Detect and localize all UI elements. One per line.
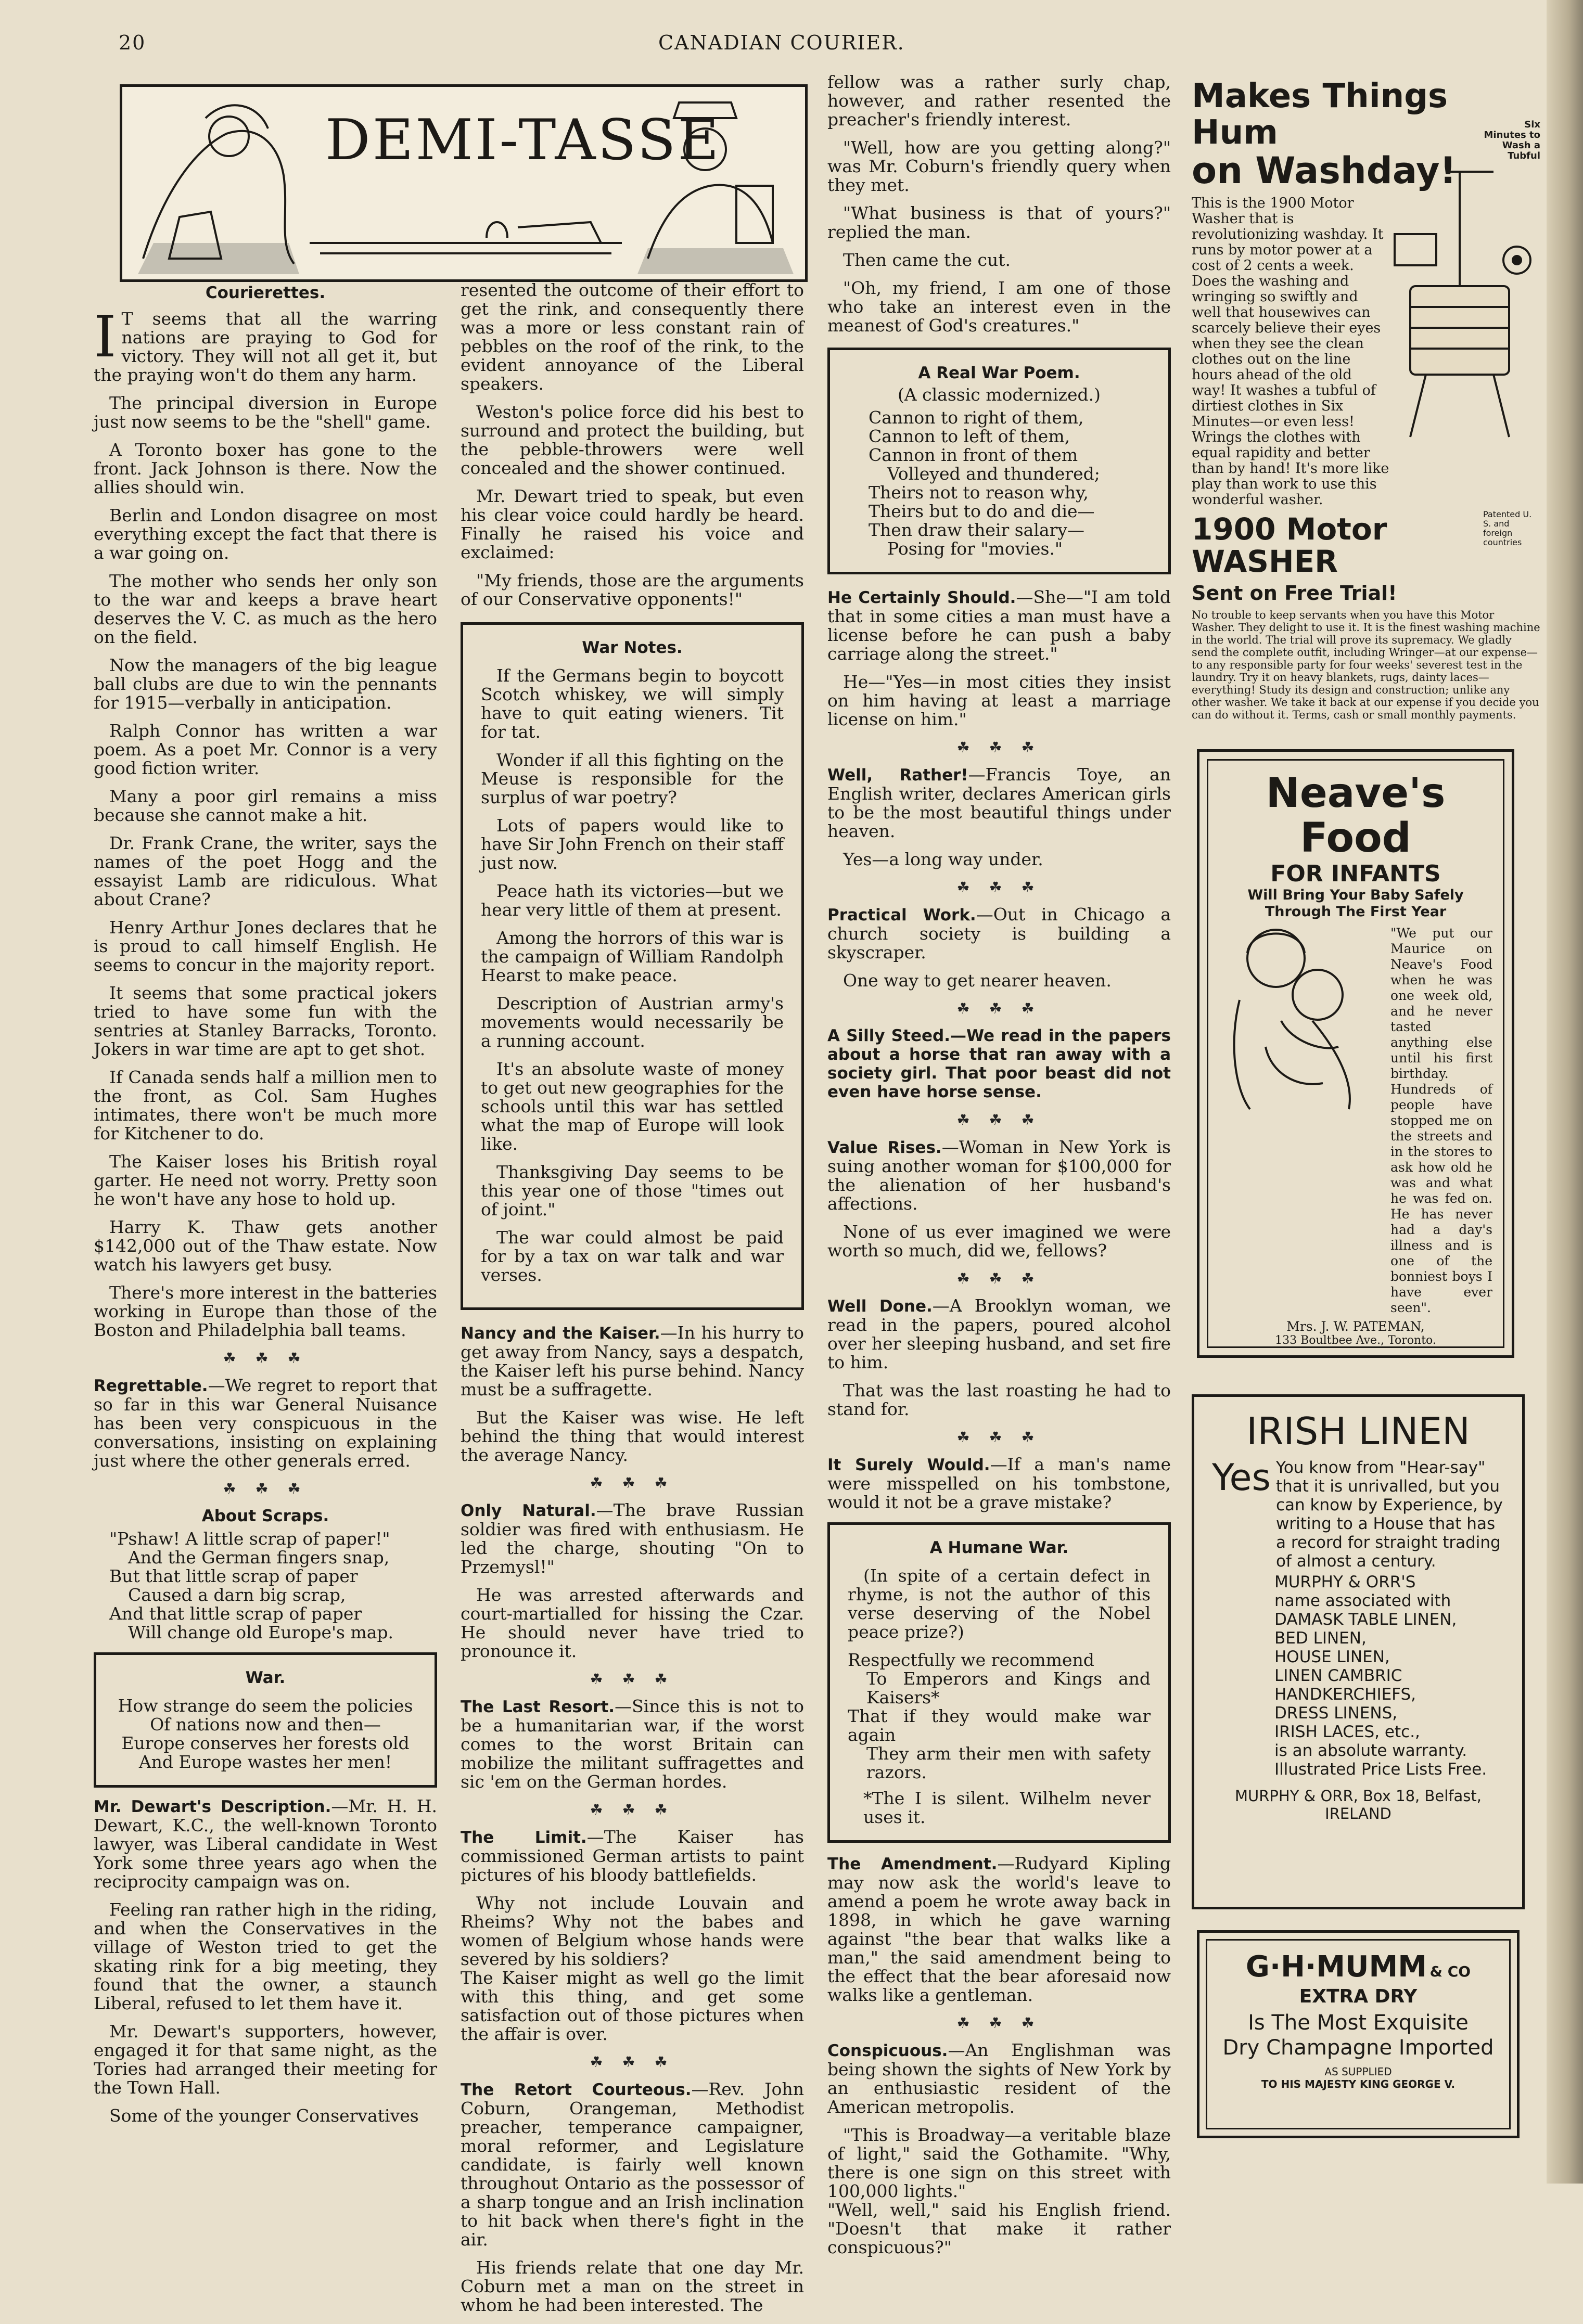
linen-warranty: is an absolute warranty. Illustrated Price Lists Free. [1274,1741,1487,1779]
paragraph: The principal diversion in Europe just now seems to be the "shell" game. [94,393,437,432]
humane-intro: (In spite of a certain defect in rhyme, is not the author of this verse deserving of the Nobel peace prize?) [848,1565,1151,1642]
poem-line: Cannon to right of them, [869,407,1084,428]
mumm-claim-2: Dry Champagne Imported [1222,2036,1494,2060]
washer-body: This is the 1900 Motor Washer that is revolutionizing washday. It runs by motor power at a cost of 2 cents a week. Does the washing and wringing so swiftly and well that housewives can scarcely believe their eyes when they see the clean clothes out on the line hours ahead of the old way! It washes a tubful of dirtiest clothes in Six Minutes—or even less! Wrings the clothes with equal rapidity and better than by hand! It's more like play than work to use this wonderful washer. [1192,195,1389,508]
courierettes-heading: Courierettes. [205,284,326,302]
item-text: —Rev. John Coburn, Orangeman, Methodist preacher, temperance campaigner, moral reformer, and Legislature candidate, is fairly well known throughout Ontario as the possessor of a sharp tongue and an Irish inclination to hit back when there's fight in the air. [461,2079,804,2250]
item-text: —She—"I am told that in some cities a man must have a license before he can push a baby carriage along the street." [827,587,1171,664]
item-heading: Mr. Dewart's Description. [94,1797,331,1816]
demi-tasse-banner [120,84,808,282]
item-heading: The Amendment. [827,1855,998,1873]
paragraph: Yes—a long way under. [843,849,1043,869]
paragraph: Harry K. Thaw gets another $142,000 out of the Thaw estate. Now watch his lawyers get busy. [94,1217,437,1275]
paragraph: He—"Yes—in most cities they insist on him having at least a marriage license on him." [827,672,1171,729]
item-heading: Conspicuous. [827,2041,948,2060]
war-notes-title: War Notes. [582,638,683,657]
verse-line: How strange do seem the policies [118,1696,413,1716]
paragraph: The mother who sends her only son to the war and keeps a brave heart deserves the V. C. as much as the hero on the field. [94,571,437,647]
mumm-supplied: AS SUPPLIED [1324,2065,1392,2078]
item-text: —Mr. H. H. Dewart, K.C., the well-known Toronto lawyer, was Liberal candidate in West York some three years ago when the reciprocity campaign was on. [94,1796,437,1892]
war-notes-box [461,622,804,1310]
linen-country: IRELAND [1325,1805,1391,1822]
paragraph: Ralph Connor has written a war poem. As a poet Mr. Connor is a very good fiction writer. [94,721,437,778]
paragraph: But the Kaiser was wise. He left behind the thing that would interest the average Nancy. [461,1407,804,1465]
item-heading: The Last Resort. [461,1698,615,1716]
paragraph: Feeling ran rather high in the riding, and when the Conservatives in the village of Weston tried to get the skating rink for a big meeting, they found that the owner, a staunch Liberal, refused to let them have it. [94,1899,437,2013]
paragraph: That was the last roasting he had to stand for. [827,1380,1171,1419]
paragraph: A Toronto boxer has gone to the front. Jack Johnson is there. Now the allies should win. [94,440,437,497]
linen-item: HOUSE LINEN, [1274,1648,1390,1666]
neave-tagline: Will Bring Your Baby Safely Through The First Year [1247,887,1464,920]
column-1 [94,284,437,2135]
war-box-title: War. [245,1668,286,1687]
item-text: —We regret to report that so far in this war General Nuisance has been very conspicuous in the conversations, insisting on explaining just where the other generals erred. [94,1375,437,1471]
item-text: —Woman in New York is suing another woman for $100,000 for the alienation of her husband's affections. [827,1137,1171,1214]
item-heading: He Certainly Should. [827,588,1016,607]
neave-quote: "We put our Maurice on Neave's Food when he was one week old, and he never tasted anything else until his first birthday. Hundreds of people have stopped me on the streets and in the stores to ask how old he was and what he was fed on. He has never had a day's illness and is one of the bonniest boys I have ever seen". [1390,926,1492,1315]
neave-brand: Neave's Food [1266,770,1446,862]
shamrock-separator: ☘ ☘ ☘ [956,1429,1042,1446]
war-note: The war could almost be paid for by a tax on war talk and war verses. [481,1227,784,1285]
paragraph: Now the managers of the big league ball clubs are due to win the pennants for 1915—verbally in anticipation. [94,655,437,713]
neave-sold [1219,1347,1492,1348]
item-text: —A Brooklyn woman, we read in the papers, poured alcohol over her sleeping husband, and set fire to him. [827,1295,1171,1372]
verse-line: That if they would make war again [848,1706,1151,1745]
paragraph: Many a poor girl remains a miss because she cannot make a hit. [94,786,437,825]
item-text: —The Kaiser has commissioned German artists to paint pictures of his bloody battlefields. [461,1827,804,1885]
linen-murphy: MURPHY & ORR'S [1274,1573,1416,1591]
shamrock-separator: ☘ ☘ ☘ [956,739,1042,756]
paragraph: "This is Broadway—a veritable blaze of light," said the Gothamite. "Why, there is one sign on this street with 100,000 lights." "Well, well," said his English friend. "Doesn't that make it rather conspicuous?" [827,2125,1171,2257]
verse-line: Of nations now and then— [150,1714,381,1735]
paragraph: If Canada sends half a million men to the front, as Col. Sam Hughes intimates, there won't be much more for Kitchener to do. [94,1067,437,1144]
item-heading: It Surely Would. [827,1456,990,1474]
item-text: —If a man's name were misspelled on his tombstone, would it not be a grave mistake? [827,1454,1171,1512]
war-note: It's an absolute waste of money to get out new geographies for the schools until this war has settled what the map of Europe will look like. [481,1059,784,1154]
item-text: —Rudyard Kipling may now ask the world's leave to amend a poem he wrote away back in 1898, in which he gave warning against "the bear that walks like a man," the said amendment being to the effect that the bear aforesaid now walks like a gentleman. [827,1853,1171,2005]
poem-line: Theirs but to do and die— [869,501,1095,521]
mother-and-baby-illustration [1219,917,1390,1114]
item-heading: A Silly Steed. [827,1026,950,1045]
item-heading: Only Natural. [461,1501,596,1520]
paragraph: Dr. Frank Crane, the writer, says the names of the poet Hogg and the essayist Lamb are ridiculous. What about Crane? [94,833,437,909]
shamrock-separator: ☘ ☘ ☘ [590,1474,675,1492]
linen-yes: Yes [1212,1456,1271,1499]
item-heading: Regrettable. [94,1377,208,1395]
poem-line: Posing for "movies." [887,538,1063,559]
verse-line: Europe conserves her forests old [121,1733,410,1753]
verse-line: Respectfully we recommend [848,1650,1094,1670]
washer-side-note: Six Minutes to Wash a Tubful [1484,119,1540,161]
linen-pitch: You know from "Hear-say" that it is unrivalled, but you can know by Experience, by writing to a House that has a record for straight trading of almost a century. [1276,1458,1503,1571]
item-text: —Francis Toye, an English writer, declares American girls to be the most beautiful things under heaven. [827,764,1171,841]
mumm-co: & CO [1429,1963,1471,1980]
shamrock-separator: ☘ ☘ ☘ [223,1480,308,1497]
war-note: Peace hath its victories—but we hear very little of them at present. [481,881,784,920]
about-scraps-heading: About Scraps. [201,1507,329,1525]
mumm-extra-dry: EXTRA DRY [1299,1986,1418,2007]
irish-linen-ad [1192,1394,1525,1909]
drop-cap: I [94,303,117,370]
washer-headline: Makes Things Hum [1192,78,1448,152]
linen-item: IRISH LACES, etc., [1274,1723,1420,1741]
linen-item: DAMASK TABLE LINEN, [1274,1610,1457,1629]
paragraph: "Well, how are you getting along?" was Mr. Coburn's friendly query when they met. [827,137,1171,195]
paragraph: Henry Arthur Jones declares that he is proud to call himself English. He seems to concur in the majority report. [94,917,437,975]
shamrock-separator: ☘ ☘ ☘ [956,1111,1042,1128]
mumm-brand: G·H·MUMM [1245,1950,1427,1984]
paragraph: fellow was a rather surly chap, however, and rather resented the preacher's friendly interest. [827,72,1171,130]
war-box [94,1652,437,1788]
linen-address: MURPHY & ORR, Box 18, Belfast, [1235,1787,1482,1805]
item-heading: Practical Work. [827,906,976,925]
poem-line: Cannon to left of them, [869,426,1070,446]
shamrock-separator: ☘ ☘ ☘ [590,1671,675,1688]
mumm-claim: Is The Most Exquisite [1248,2011,1469,2035]
item-heading: The Retort Courteous. [461,2081,692,2099]
shamrock-separator: ☘ ☘ ☘ [223,1350,308,1367]
washer-product-2: WASHER [1192,544,1338,579]
paragraph: The Kaiser loses his British royal garter. He need not worry. Pretty soon he won't have any hose to hold up. [94,1151,437,1209]
paragraph: Mr. Dewart's supporters, however, engaged it for that same night, as the Tories had arranged their meeting for the Town Hall. [94,2021,437,2098]
poem-line: Theirs not to reason why, [869,482,1089,503]
verse-line: And the German fingers snap, [128,1547,390,1568]
paragraph: "What business is that of yours?" replied the man. [827,203,1171,242]
shamrock-separator: ☘ ☘ ☘ [590,2053,675,2071]
item-text: —We read in the papers about a horse that ran away with a society girl. That poor beast did not even have horse sense. [827,1026,1171,1101]
verse-line: And Europe wastes her men! [138,1752,392,1772]
intro-paragraph: T seems that all the warring nations are praying to God for victory. They will not all get it, but the praying won't do them any harm. [94,309,437,385]
page-number: 20 [119,31,146,54]
item-heading: Value Rises. [827,1138,942,1157]
about-scraps-verse [94,1530,437,1642]
washer-patent: Patented U. S. and foreign countries [1483,509,1532,547]
washer-offer: Sent on Free Trial! [1192,582,1397,605]
verse-line: To Emperors and Kings and Kaisers* [866,1668,1151,1707]
item-heading: Nancy and the Kaiser. [461,1324,660,1343]
paragraph: Why not include Louvain and Rheims? Why not the babes and women of Belgium whose hands were severed by his soldiers? The Kaiser might as well go the limit with this thing, and get some satisfaction out of those pictures when the affair is over. [461,1893,804,2044]
paragraph: Then came the cut. [843,250,1011,270]
neave-signer: Mrs. J. W. PATEMAN, [1286,1319,1425,1334]
banner-title: DEMI-TASSE [325,108,721,173]
linen-associated: name associated with [1274,1591,1451,1610]
paragraph: resented the outcome of their effort to get the rink, and consequently there was a more or less constant rain of pebbles on the roof of the rink, to the evident annoyance of the Liberal speakers. [461,280,804,394]
item-heading: The Limit. [461,1828,587,1847]
paragraph: It seems that some practical jokers tried to have some fun with the sentries at Stanley Barracks, Toronto. Jokers in war time are apt to get shot. [94,983,437,1059]
paragraph: Berlin and London disagree on most everything except the fact that there is a war going on. [94,505,437,563]
linen-item: LINEN CAMBRIC HANDKERCHIEFS, [1274,1666,1416,1704]
verse-line: "Pshaw! A little scrap of paper!" [109,1529,390,1549]
verse-line: Will change old Europe's map. [128,1622,394,1642]
washer-product: 1900 Motor [1192,511,1387,547]
war-note: Description of Austrian army's movements would necessarily be a running account. [481,993,784,1051]
paragraph: There's more interest in the batteries working in Europe than those of the Boston and Philadelphia ball teams. [94,1282,437,1340]
irish-linen-title: IRISH LINEN [1246,1409,1470,1453]
humane-war-title: A Humane War. [929,1538,1069,1557]
washer-ad [1192,78,1540,723]
item-text: —Out in Chicago a church society is building a skyscraper. [827,904,1171,962]
shamrock-separator: ☘ ☘ ☘ [956,1270,1042,1287]
column-3 [827,73,1171,2266]
washer-headline-2: on Washday! [1192,149,1457,192]
shamrock-separator: ☘ ☘ ☘ [956,2014,1042,2032]
mumm-royal: TO HIS MAJESTY KING GEORGE V. [1261,2078,1456,2090]
paragraph: He was arrested afterwards and court-martialled for hissing the Czar. He should never have tried to pronounce it. [461,1585,804,1661]
washing-machine-illustration [1389,156,1540,447]
page-edge [1547,0,1583,2184]
shamrock-separator: ☘ ☘ ☘ [590,1801,675,1818]
shamrock-separator: ☘ ☘ ☘ [956,879,1042,896]
item-text: —Since this is not to be a humanitarian war, if the worst comes to the worst Britain can mobilize the militant suffragettes and sic 'em on the German hordes. [461,1696,805,1792]
verse-line: They arm their men with safety razors. [866,1743,1151,1782]
paragraph: Some of the younger Conservatives [109,2105,419,2126]
linen-item: DRESS LINENS, [1274,1704,1398,1723]
poem-line: Cannon in front of them [869,445,1078,465]
neaves-food-ad [1197,749,1514,1358]
war-note: If the Germans begin to boycott Scotch whiskey, we will simply have to quit eating wieners. Tit for tat. [481,665,784,742]
poem-line: Then draw their salary— [869,520,1084,540]
bold-item [827,1026,1171,1101]
item-text: —The brave Russian soldier was fired with enthusiasm. He led the charge, shouting "On to Przemysl!" [461,1500,804,1577]
item-heading: Well Done. [827,1297,933,1316]
shamrock-separator: ☘ ☘ ☘ [956,1000,1042,1017]
masthead: CANADIAN COURIER. [658,31,905,54]
war-note: Among the horrors of this war is the campaign of William Randolph Hearst to make peace. [481,928,784,985]
paragraph: Weston's police force did his best to surround and protect the building, but the pebble-throwers were well concealed and the shower continued. [461,402,804,478]
neave-for-infants: FOR INFANTS [1270,861,1441,887]
linen-item: BED LINEN, [1274,1629,1367,1648]
item-heading: Well, Rather! [827,766,968,785]
verse-line: But that little scrap of paper [109,1566,358,1586]
war-note: Wonder if all this fighting on the Meuse is responsible for the surplus of war poetry? [481,750,784,807]
humane-footnote: *The I is silent. Wilhelm never uses it. [863,1788,1151,1827]
column-2 [461,281,804,2324]
washer-details: No trouble to keep servants when you have this Motor Washer. They delight to use it. It is the finest washing machine in the world. The trial will prove its supremacy. We gladly send the complete outfit, including Wringer—at our expense—to any responsible party for four weeks' severest test in the laundry. Try it on heavy blankets, rugs, dainty laces—everything! Study its design and construction; unlike any other washer. We take it back at our expense if you decide you can do without it. Terms, cash or small monthly payments. [1192,609,1540,721]
item-text: —An Englishman was being shown the sights of New York by an enthusiastic resident of the American metropolis. [827,2040,1171,2117]
verse-line: Caused a darn big scrap, [128,1585,346,1605]
neave-signer-address: 133 Boultbee Ave., Toronto. [1275,1334,1436,1347]
mumm-champagne-ad [1197,1930,1520,2138]
paragraph: "My friends, those are the arguments of our Conservative opponents!" [461,570,804,609]
paragraph: Mr. Dewart tried to speak, but even his clear voice could hardly be heard. Finally he raised his voice and exclaimed: [461,486,804,562]
poem-subtitle: (A classic modernized.) [897,384,1101,405]
paragraph: His friends relate that one day Mr. Coburn met a man on the street in whom he had been interested. The [461,2257,804,2315]
poem-line: Volleyed and thundered; [887,464,1100,484]
verse-line: And that little scrap of paper [109,1603,362,1624]
paragraph: "Oh, my friend, I am one of those who take an interest even in the meanest of God's creatures." [827,278,1171,336]
humane-war-box [827,1522,1171,1843]
war-note: Thanksgiving Day seems to be this year one of those "times out of joint." [481,1162,784,1219]
paragraph: One way to get nearer heaven. [843,970,1112,991]
poem-title: A Real War Poem. [918,364,1080,382]
war-note: Lots of papers would like to have Sir John French on their staff just now. [481,815,784,873]
item-text: —In his hurry to get away from Nancy, says a despatch, the Kaiser left his purse behind. Nancy must be a suffragette. [461,1323,804,1399]
real-war-poem-box [827,348,1171,574]
paragraph: None of us ever imagined we were worth so much, did we, fellows? [827,1222,1171,1261]
